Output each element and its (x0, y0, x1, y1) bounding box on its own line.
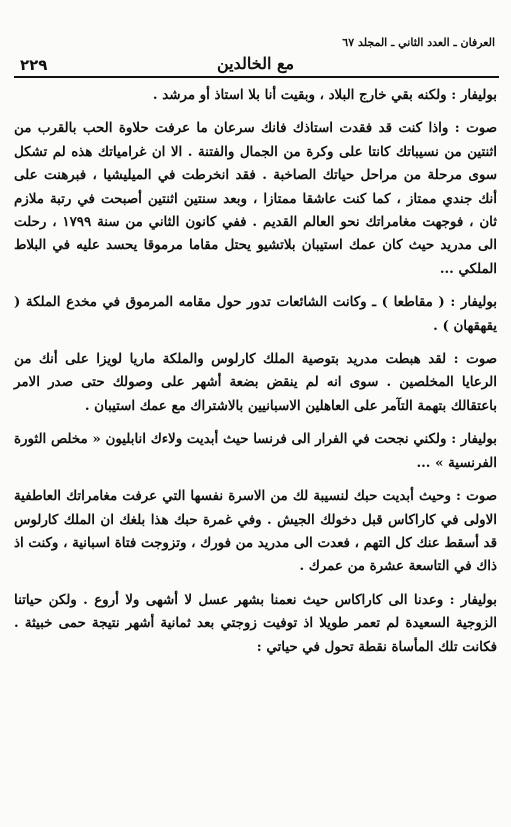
body-text (14, 84, 497, 669)
paragraph-voice-1: صوت : واذا كنت قد فقدت استاذك فانك سرعان ما عرفت حلاوة الحب بالقرب من اثنتين من نسيباتك كانتا على وكرة من الجمال والفتنة . الا ان غرامياتك هذه لم تشكل سوى مرحلة من مراحل حياتك الصاخبة . فقد انخرطت في الميليشيا ، فبرهنت على أنك جندي ممتاز ، كما كنت عاشقا ممتازا ، وبعد سنتين اثنتين أصبحت في رتبة ملازم ثان ، فوجهت مغامراتك نحو العالم القديم . ففي كانون الثاني من سنة ١٧٩٩ ، رحلت الى مدريد حيث كان عمك استيبان بلاتشيو يحتل مقاما مرموقا يحسد عليه في البلاط الملكي ... (14, 120, 497, 277)
paragraph-bolivar-4: بوليفار : وعدنا الى كاراكاس حيث نعمنا بشهر عسل لا أشهى ولا أروع . ولكن حياتنا الزوجية السعيدة لم تعمر طويلا اذ توفيت زوجتي بعد ثمانية أشهر نتيجة حمى خبيثة . فكانت تلك المأساة نقطة تحول في حياتي : (14, 591, 497, 655)
journal-issue-line: العرفان ـ العدد الثاني ـ المجلد ٦٧ (342, 36, 495, 49)
running-header (0, 36, 511, 74)
paragraph-voice-3: صوت : وحيث أبديت حبك لنسيبة لك من الاسرة نفسها التي عرفت مغامراتك العاطفية الاولى في كاراكاس قبل دخولك الجيش . وفي غمرة حبك هذا بلغك ان الملك كارلوس قد أسقط عنك كل التهم ، فعدت الى مدريد من فورك ، وتزوجت فتاة اسبانية ، وكنت اذ ذاك في التاسعة عشرة من عمرك . (14, 488, 497, 575)
page-number: ٢٢٩ (20, 56, 48, 74)
paragraph-voice-2: صوت : لقد هبطت مدريد بتوصية الملك كارلوس والملكة ماريا لويزا على أنك من الرعايا المخلصين . سوى انه لم ينقض بضعة أشهر على وصولك حتى صدر الامر باعتقالك بتهمة التآمر على العاهلين الاسبانيين بالاشتراك مع عمك استيبان . (14, 351, 497, 414)
header-rule (14, 76, 499, 78)
chapter-title: مع الخالدين (216, 54, 295, 73)
paragraph-bolivar-2: بوليفار : ( مقاطعا ) ـ وكانت الشائعات تدور حول مقامه المرموق في مخدع الملكة ( يقهقهان ) . (14, 294, 497, 334)
paragraph-bolivar-1: بوليفار : ولكنه بقي خارج البلاد ، وبقيت أنا بلا استاذ أو مرشد . (152, 87, 497, 103)
paragraph-bolivar-3: بوليفار : ولكني نجحت في الفرار الى فرنسا حيث أبديت ولاءك انابليون « مخلص الثورة الفرنسية » ... (14, 431, 497, 471)
